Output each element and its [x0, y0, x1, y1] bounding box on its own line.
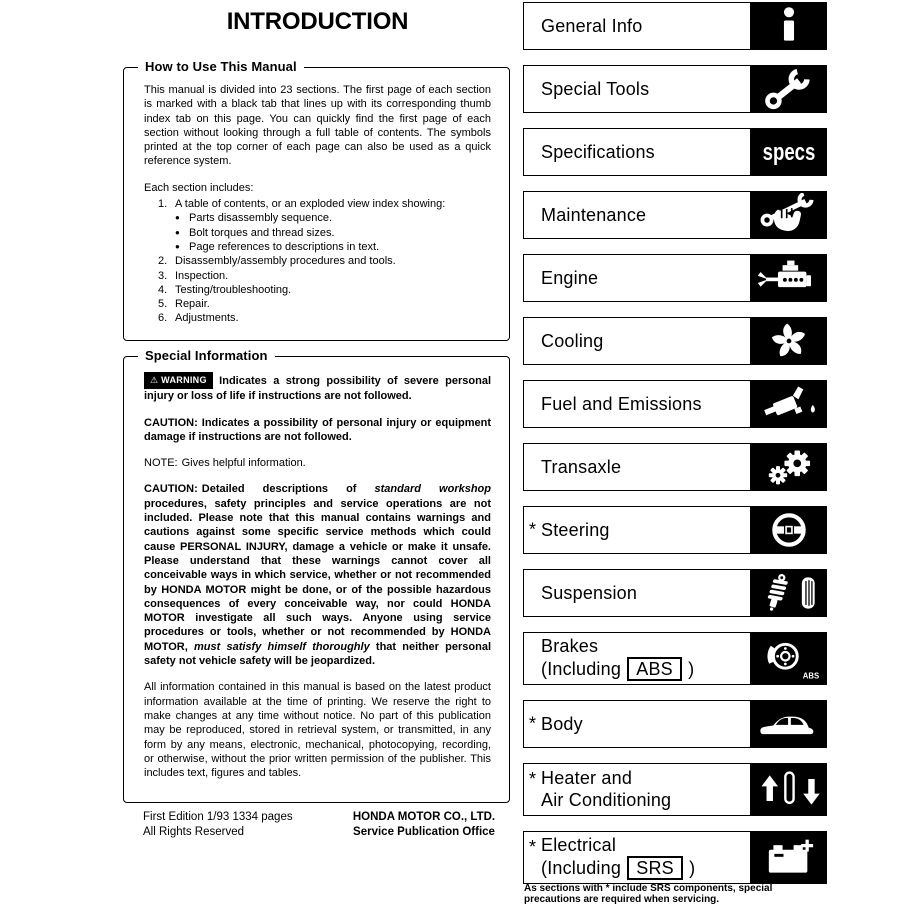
srs-star: * [529, 519, 537, 540]
tab-label [523, 506, 751, 554]
tab-label [523, 380, 751, 428]
publisher-line2: Service Publication Office [353, 826, 495, 838]
svg-text:ABS: ABS [802, 670, 820, 680]
list-subitem [144, 226, 491, 240]
label-text: Suspension [541, 583, 638, 603]
warning-badge: ⚠ WARNING [144, 372, 213, 389]
tab-heater-ac[interactable] [523, 763, 827, 816]
caution2-post: that neither personal safety not vehicle safety will be jeopardized. [144, 640, 491, 668]
tab-label [523, 569, 751, 617]
caution2-mid: procedures, safety principles and service operations are not included. Please note that this manual contains warnings and cautions against some specific service methods which could cause PERSONAL INJURY, damage a vehicle or make it unsafe. Please understand that these warnings cannot cover all conceivable ways in which service, whether or not recommended by HONDA MOTOR might be done, or of the possible hazardous consequences of every conceivable way, nor could HONDA MOTOR investigate all such ways. Anyone using service procedures or tools, whether or not recommended by HONDA MOTOR, [144, 497, 491, 653]
tab-label-line [541, 267, 750, 289]
fist-wrench-icon [751, 191, 827, 239]
tab-label-line [541, 141, 750, 163]
list-subtext: Parts disassembly sequence. [189, 212, 333, 225]
tab-label-line [541, 15, 750, 37]
tab-label [523, 700, 751, 748]
engine-icon [751, 254, 827, 302]
tab-maintenance[interactable] [523, 191, 827, 239]
label-text: Transaxle [541, 457, 622, 477]
list-text: Inspection. [175, 269, 229, 282]
tab-specifications[interactable] [523, 128, 827, 176]
label-text: Brakes [541, 635, 599, 656]
list-text: Disassembly/assembly procedures and tools. [175, 255, 396, 268]
how-to-use-paragraph: This manual is divided into 23 sections. The first page of each section is marked with a black tab that lines up with its corresponding thumb index tab on this page. You can quickly find the first page of each section without looking through a full table of contents. The symbols printed at the top corner of each page can also be used as a quick reference system. [144, 84, 491, 168]
includes-heading: Each section includes: [144, 181, 254, 194]
tab-label [523, 128, 751, 176]
bullet-icon: ● [175, 241, 180, 251]
tab-electrical[interactable] [523, 831, 827, 884]
list-number: 1. [158, 198, 168, 211]
svg-text:specs: specs [762, 139, 816, 166]
wrench-icon [751, 65, 827, 113]
list-subtext: Page references to descriptions in text. [189, 240, 380, 253]
list-text: A table of contents, or an exploded view index showing: [175, 198, 446, 211]
tab-label-line [541, 582, 750, 604]
warning-paragraph [144, 372, 491, 404]
brake-disc-icon [751, 632, 827, 685]
label-text: Air Conditioning [541, 789, 672, 810]
tab-label-line [541, 519, 750, 541]
car-body-icon [751, 700, 827, 748]
list-subitem [144, 240, 491, 254]
tab-label [523, 763, 751, 816]
edition-line1: First Edition 1/93 1334 pages [143, 811, 293, 823]
label-text: Body [541, 714, 583, 734]
tab-label [523, 65, 751, 113]
tab-label [523, 254, 751, 302]
tab-label-line [541, 636, 750, 658]
caution2-italic: standard workshop [374, 483, 491, 496]
thumb-index-tabs [523, 2, 827, 899]
note-label: NOTE: [144, 457, 178, 470]
info-icon [751, 2, 827, 50]
srs-footnote: As sections with * include SRS components, special precautions are required when servicing. [524, 883, 773, 905]
list-number: 6. [158, 312, 168, 325]
warning-text: Indicates a strong possibility of severe personal injury or loss of life if instructions are not followed. [144, 375, 491, 403]
shock-tire-icon [751, 569, 827, 617]
publisher-info [348, 810, 500, 840]
tab-label-line [541, 768, 750, 790]
srs-star: * [529, 837, 537, 857]
battery-icon [751, 831, 827, 884]
label-text: Engine [541, 268, 599, 288]
label-text: Fuel and Emissions [541, 394, 702, 414]
caution2-label: CAUTION: [144, 483, 198, 496]
tab-label-line [541, 713, 750, 735]
caution2-pre: Detailed descriptions of [201, 483, 375, 496]
tab-transaxle[interactable] [523, 443, 827, 491]
note-paragraph [144, 456, 491, 470]
tab-general-info[interactable] [523, 2, 827, 50]
label-text: Special Tools [541, 79, 650, 99]
page-title: INTRODUCTION [226, 8, 409, 35]
tab-label [523, 831, 751, 884]
boxed-word: SRS [627, 856, 683, 880]
tab-label [523, 191, 751, 239]
tab-label-line [541, 204, 750, 226]
bullet-icon: ● [175, 227, 180, 237]
tab-fuel-and-emissions[interactable] [523, 380, 827, 428]
caution-paragraph [144, 416, 491, 445]
srs-star: * [529, 769, 537, 789]
caution-label: CAUTION: [144, 416, 198, 429]
srs-star: * [529, 713, 537, 734]
label-text: Heater and [541, 768, 633, 788]
fuel-nozzle-icon [751, 380, 827, 428]
label-text: Steering [541, 520, 610, 540]
label-text: (Including [541, 659, 627, 680]
caution2-italic2: must satisfy himself thoroughly [194, 640, 370, 653]
tab-label-line [541, 835, 750, 857]
list-number: 4. [158, 283, 168, 296]
special-information-legend: Special Information [138, 348, 275, 363]
copyright-paragraph: All information contained in this manual is based on the latest product information available at the time of printing. We reserve the right to make changes at any time without notice. No part of this publication may be reproduced, stored in retrieval system, or transmitted, in any form by any means, electronic, mechanical, photocopying, recording, or otherwise, without the prior written permission of the publisher. This includes text, figures and tables. [144, 681, 491, 780]
tab-engine[interactable] [523, 254, 827, 302]
list-number: 3. [158, 269, 168, 282]
label-text: ) [682, 659, 695, 680]
special-information-box [123, 348, 510, 803]
tab-label-line [541, 456, 750, 478]
tab-label [523, 317, 751, 365]
list-item [144, 297, 491, 311]
steering-wheel-icon [751, 506, 827, 554]
tab-label [523, 443, 751, 491]
caution-text: Indicates a possibility of personal injury or equipment damage if instructions are not followed. [144, 416, 491, 443]
label-text: Specifications [541, 142, 655, 162]
gears-icon [751, 443, 827, 491]
list-text: Testing/troubleshooting. [175, 283, 292, 296]
list-subitem [144, 211, 491, 225]
label-text: Maintenance [541, 205, 647, 225]
list-item [144, 283, 491, 297]
caution-detailed-paragraph [144, 482, 491, 668]
tab-label-line [541, 657, 750, 681]
tab-steering[interactable] [523, 506, 827, 554]
edition-info [143, 810, 293, 840]
bullet-icon: ● [175, 213, 180, 223]
label-text: Electrical [541, 834, 617, 855]
list-number: 2. [158, 255, 168, 268]
tab-label-line [541, 856, 750, 880]
tab-label-line [541, 78, 750, 100]
tab-special-tools[interactable] [523, 65, 827, 113]
fan-icon [751, 317, 827, 365]
tab-label-line [541, 330, 750, 352]
tab-suspension[interactable] [523, 569, 827, 617]
list-item [144, 269, 491, 283]
note-text: Gives helpful information. [181, 457, 306, 470]
list-item [144, 197, 491, 211]
tab-label-line [541, 393, 750, 415]
heater-ac-icon [751, 763, 827, 816]
includes-list [144, 197, 491, 326]
label-text: General Info [541, 16, 643, 36]
label-text: (Including [541, 858, 627, 879]
boxed-word: ABS [627, 657, 682, 681]
list-item [144, 311, 491, 325]
list-text: Repair. [175, 298, 210, 311]
tab-label [523, 632, 751, 685]
list-number: 5. [158, 298, 168, 311]
how-to-use-box [123, 59, 510, 341]
tab-label [523, 2, 751, 50]
tab-brakes[interactable] [523, 632, 827, 685]
list-item [144, 254, 491, 268]
label-text: ) [683, 858, 696, 879]
tab-body[interactable] [523, 700, 827, 748]
how-to-use-legend: How to Use This Manual [138, 59, 304, 74]
publisher-line1: HONDA MOTOR CO., LTD. [352, 811, 496, 823]
list-subtext: Bolt torques and thread sizes. [189, 226, 335, 239]
tab-label-line [541, 790, 750, 812]
edition-line2: All Rights Reserved [143, 826, 244, 838]
specs-icon [751, 128, 827, 176]
list-text: Adjustments. [175, 312, 239, 325]
label-text: Cooling [541, 331, 604, 351]
tab-cooling[interactable] [523, 317, 827, 365]
